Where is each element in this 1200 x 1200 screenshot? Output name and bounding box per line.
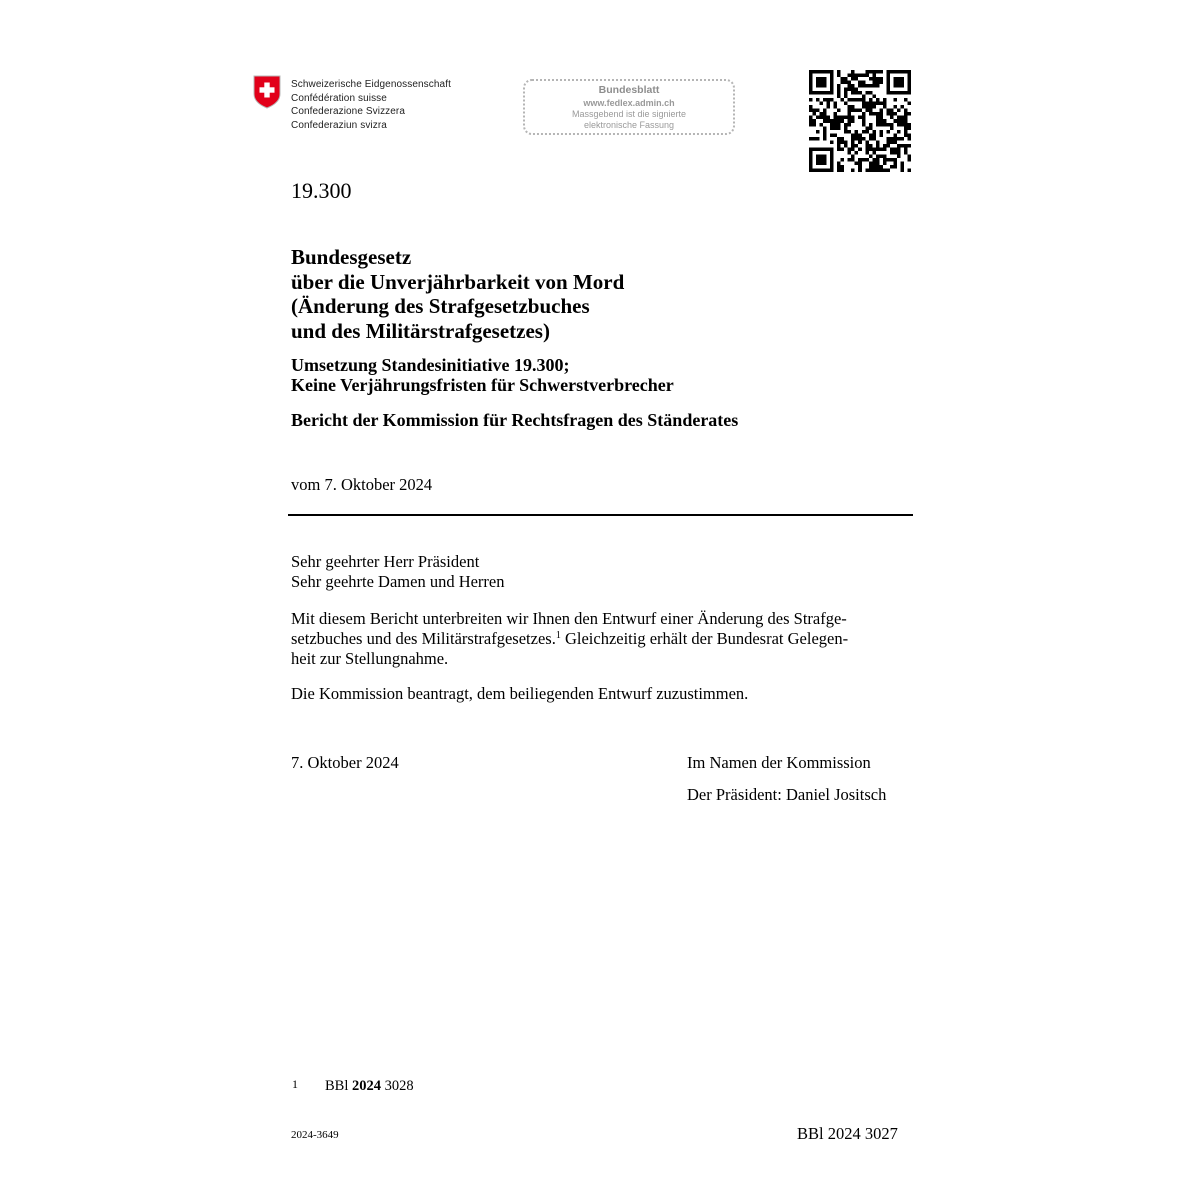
swiss-cross-shield-icon	[253, 75, 281, 109]
footnote-text[interactable]	[325, 1078, 414, 1095]
salutation-line: Sehr geehrte Damen und Herren	[291, 572, 505, 591]
document-subtitle	[291, 355, 674, 395]
subtitle-line: Keine Verjährungsfristen für Schwerstverbrecher	[291, 375, 674, 395]
title-line: Bundesgesetz	[291, 245, 412, 269]
title-line: und des Militärstrafgesetzes)	[291, 318, 550, 343]
confederation-name-de: Schweizerische Eidgenossenschaft	[291, 79, 451, 90]
qr-code-icon	[809, 70, 911, 172]
paragraph-motion: Die Kommission beantragt, dem beiliegenden Entwurf zuzustimmen.	[291, 684, 749, 703]
paragraph-line	[291, 629, 848, 649]
bundesblatt-stamp	[523, 79, 735, 135]
subtitle-line: Umsetzung Standesinitiative 19.300;	[291, 355, 570, 375]
horizontal-rule	[288, 514, 913, 516]
title-line: über die Unverjährbarkeit von Mord	[291, 269, 625, 294]
footnote-page: 3028	[381, 1078, 414, 1094]
paragraph-line: heit zur Stellungnahme.	[291, 649, 449, 668]
document-number: 19.300	[291, 178, 352, 203]
confederation-name-fr: Confédération suisse	[291, 92, 387, 104]
confederation-name-it: Confederazione Svizzera	[291, 106, 406, 117]
stamp-url: www.fedlex.admin.ch	[583, 98, 675, 108]
page-reference: BBl 2024 3027	[797, 1124, 898, 1143]
confederation-names	[291, 78, 451, 132]
confederation-name-rm: Confederaziun svizra	[291, 119, 387, 131]
footnote-reference[interactable]: 1	[555, 630, 561, 641]
signature-line-president: Der Präsident: Daniel Jositsch	[687, 785, 887, 804]
stamp-note-line1: Massgebend ist die signierte	[571, 109, 687, 119]
document-date: vom 7. Oktober 2024	[291, 475, 433, 494]
footnote-year: 2024	[352, 1078, 381, 1094]
stamp-note-line2: elektronische Fassung	[583, 120, 675, 130]
paragraph-line: Mit diesem Bericht unterbreiten wir Ihnen den Entwurf einer Änderung des Strafge-	[291, 609, 847, 628]
paragraph-text: setzbuches und des Militärstrafgesetzes.	[291, 629, 556, 648]
footnote-prefix: BBl	[325, 1078, 352, 1094]
salutation-line: Sehr geehrter Herr Präsident	[291, 552, 480, 571]
paragraph-intro	[291, 609, 848, 669]
document-title	[291, 245, 624, 343]
salutation	[291, 552, 505, 592]
closing-date: 7. Oktober 2024	[291, 753, 399, 772]
paragraph-text: Gleichzeitig erhält der Bundesrat Gelegen-	[560, 629, 849, 648]
footnote-number: 1	[292, 1077, 298, 1091]
document-id: 2024-3649	[291, 1129, 339, 1141]
title-line: (Änderung des Strafgesetzbuches	[291, 294, 590, 318]
signature-line-commission: Im Namen der Kommission	[687, 753, 871, 772]
report-title: Bericht der Kommission für Rechtsfragen des Ständerates	[291, 410, 739, 430]
stamp-title: Bundesblatt	[598, 84, 660, 96]
